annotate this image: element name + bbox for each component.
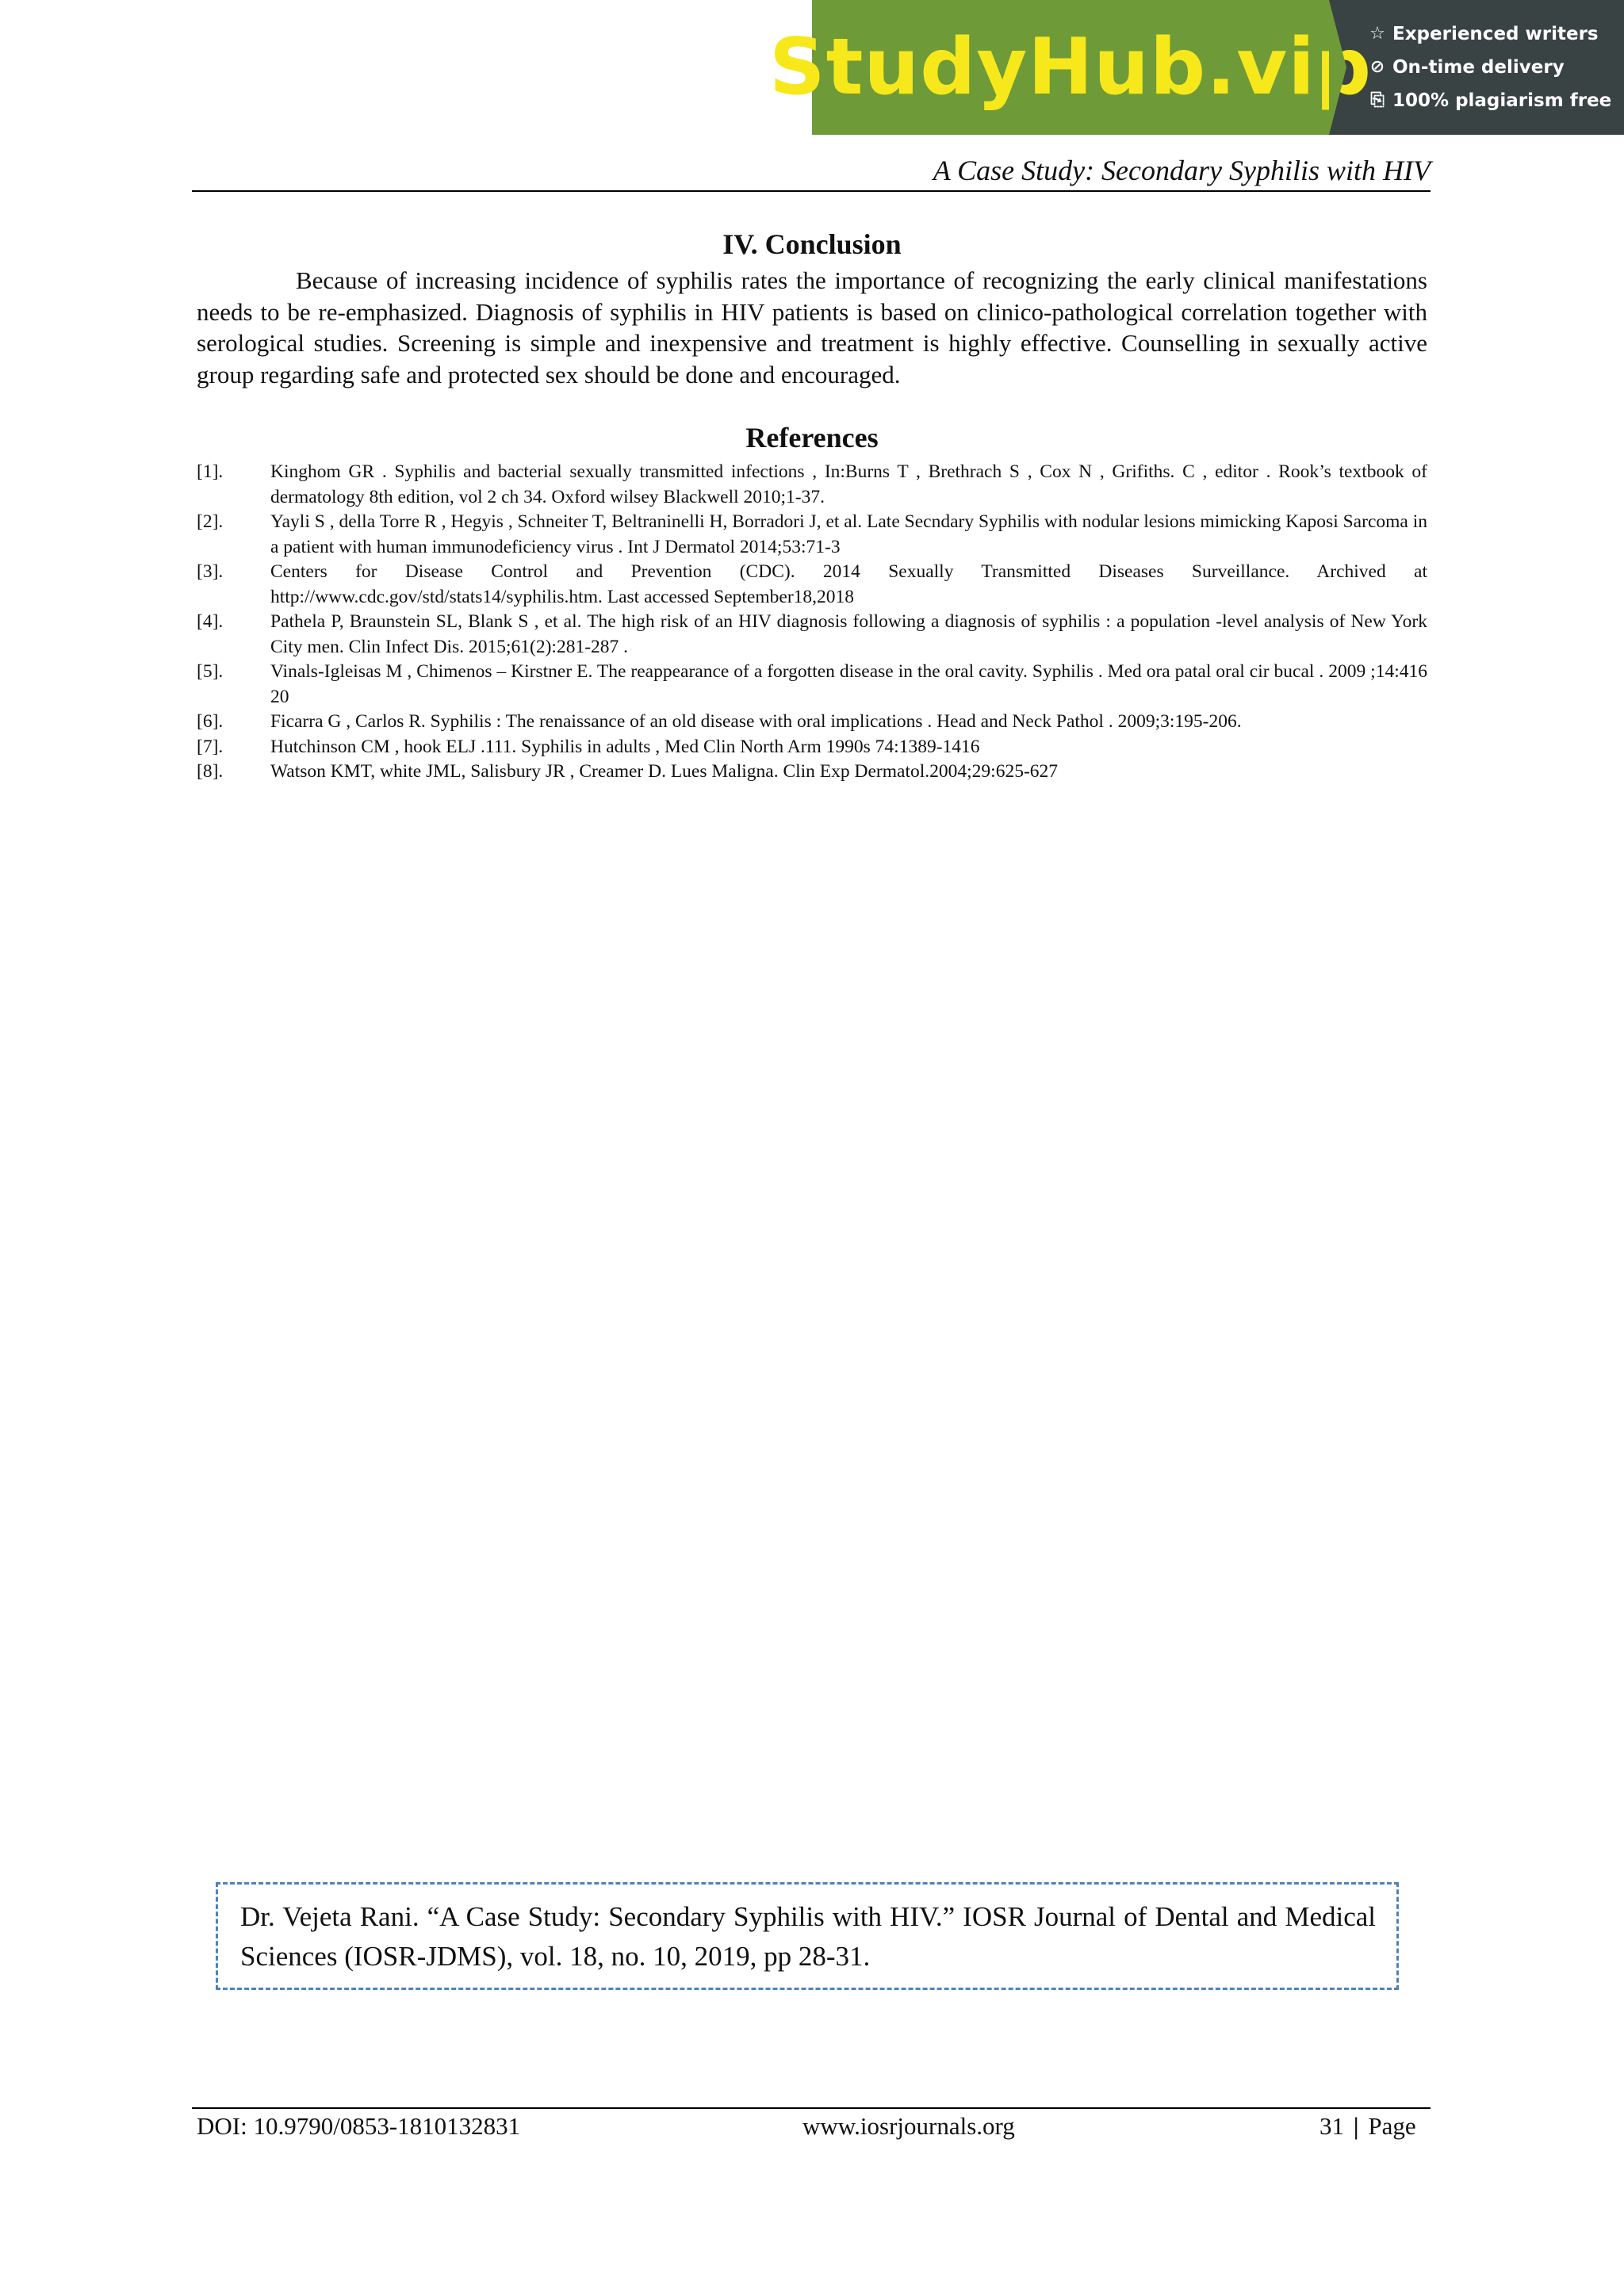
reference-number: [7]. xyxy=(197,736,224,757)
page-number: 31 xyxy=(1320,2112,1344,2140)
conclusion-heading: IV. Conclusion xyxy=(722,228,902,260)
reference-item xyxy=(197,510,1427,560)
reference-item xyxy=(197,460,1427,510)
reference-number: [6]. xyxy=(197,711,224,732)
citation-box: Dr. Vejeta Rani. “A Case Study: Secondary Syphilis with HIV.” IOSR Journal of Dental and Medical Sciences (IOSR-JDMS), vol. 18, no. 10, 2019, pp 28-31. xyxy=(216,1882,1399,1990)
feature-label: Experienced writers xyxy=(1392,24,1599,44)
reference-text: Watson KMT, white JML, Salisbury JR , Creamer D. Lues Maligna. Clin Exp Dermatol.2004;29:625-627 xyxy=(270,761,1059,782)
reference-text: Centers for Disease Control and Prevention (CDC). 2014 Sexually Transmitted Diseases Surveillance. Archived at http://www.cdc.gov/std/stats14/syphilis.htm. Last accessed September18,2018 xyxy=(270,561,1427,607)
feature-plagiarism-free xyxy=(1367,84,1624,117)
reference-number: [8]. xyxy=(197,761,224,782)
reference-text: Kinghom GR . Syphilis and bacterial sexually transmitted infections , In:Burns T , Brethrach S , Cox N , Grifiths. C , editor . Rook’s textbook of dermatology 8th edition, vol 2 ch 34. Oxford wilsey Blackwell 2010;1-37. xyxy=(270,461,1427,507)
feature-experienced-writers xyxy=(1367,17,1624,51)
document-icon: ⎘ xyxy=(1370,90,1385,110)
reference-number: [3]. xyxy=(197,561,224,582)
reference-number: [5]. xyxy=(197,661,224,682)
reference-item xyxy=(197,735,1427,760)
footer-page-number xyxy=(1320,2112,1416,2141)
feature-label: 100% plagiarism free xyxy=(1392,90,1612,111)
reference-text: Ficarra G , Carlos R. Syphilis : The renaissance of an old disease with oral implications . Head and Neck Pathol . 2009;3:195-206. xyxy=(270,711,1242,732)
reference-text: Vinals-Igleisas M , Chimenos – Kirstner E. The reappearance of a forgotten disease in the oral cavity. Syphilis . Med ora patal oral cir bucal . 2009 ;14:416 20 xyxy=(270,661,1427,707)
star-icon: ☆ xyxy=(1369,24,1385,44)
studyhub-logo xyxy=(769,0,1373,135)
page-label: Page xyxy=(1368,2112,1416,2140)
page-body xyxy=(197,224,1427,785)
clock-icon: ⊘ xyxy=(1369,57,1385,77)
reference-number: [2]. xyxy=(197,511,224,532)
reference-item xyxy=(197,660,1427,710)
reference-number: [1]. xyxy=(197,461,224,482)
page-separator: | xyxy=(1353,2112,1359,2140)
footer-doi: DOI: 10.9790/0853-1810132831 xyxy=(197,2112,521,2140)
reference-text: Yayli S , della Torre R , Hegyis , Schneiter T, Beltraninelli H, Borradori J, et al. Late Secndary Syphilis with nodular lesions mimicking Kaposi Sarcoma in a patient with human immunodeficiency virus . Int J Dermatol 2014;53:71-3 xyxy=(270,511,1427,557)
footer-rule xyxy=(192,2107,1431,2109)
header-rule xyxy=(192,190,1431,192)
reference-number: [4]. xyxy=(197,611,224,632)
studyhub-logo-text: StudyHub.vip xyxy=(769,22,1373,113)
footer-journal-site: www.iosrjournals.org xyxy=(802,2112,1015,2140)
reference-list xyxy=(197,460,1427,785)
references-heading: References xyxy=(745,422,879,453)
conclusion-paragraph: Because of increasing incidence of syphilis rates the importance of recognizing the early clinical manifestations needs to be re-emphasized. Diagnosis of syphilis in HIV patients is based on clinico-pathological correlation together with serological studies. Screening is simple and inexpensive and treatment is highly effective. Counselling in sexually active group regarding safe and protected sex should be done and encouraged. xyxy=(197,266,1427,388)
reference-text: Hutchinson CM , hook ELJ .111. Syphilis in adults , Med Clin North Arm 1990s 74:1389-1416 xyxy=(270,736,980,757)
reference-item xyxy=(197,710,1427,735)
reference-item xyxy=(197,760,1427,785)
running-header-title: A Case Study: Secondary Syphilis with HIV xyxy=(933,155,1431,186)
studyhub-watermark-banner xyxy=(769,0,1624,135)
feature-label: On-time delivery xyxy=(1392,57,1565,78)
reference-text: Pathela P, Braunstein SL, Blank S , et al. The high risk of an HIV diagnosis following a diagnosis of syphilis : a population -level analysis of New York City men. Clin Infect Dis. 2015;61(2):281-287 . xyxy=(270,611,1427,657)
reference-item xyxy=(197,610,1427,660)
studyhub-feature-list xyxy=(1329,0,1624,135)
reference-item xyxy=(197,560,1427,610)
feature-on-time-delivery xyxy=(1367,51,1624,84)
